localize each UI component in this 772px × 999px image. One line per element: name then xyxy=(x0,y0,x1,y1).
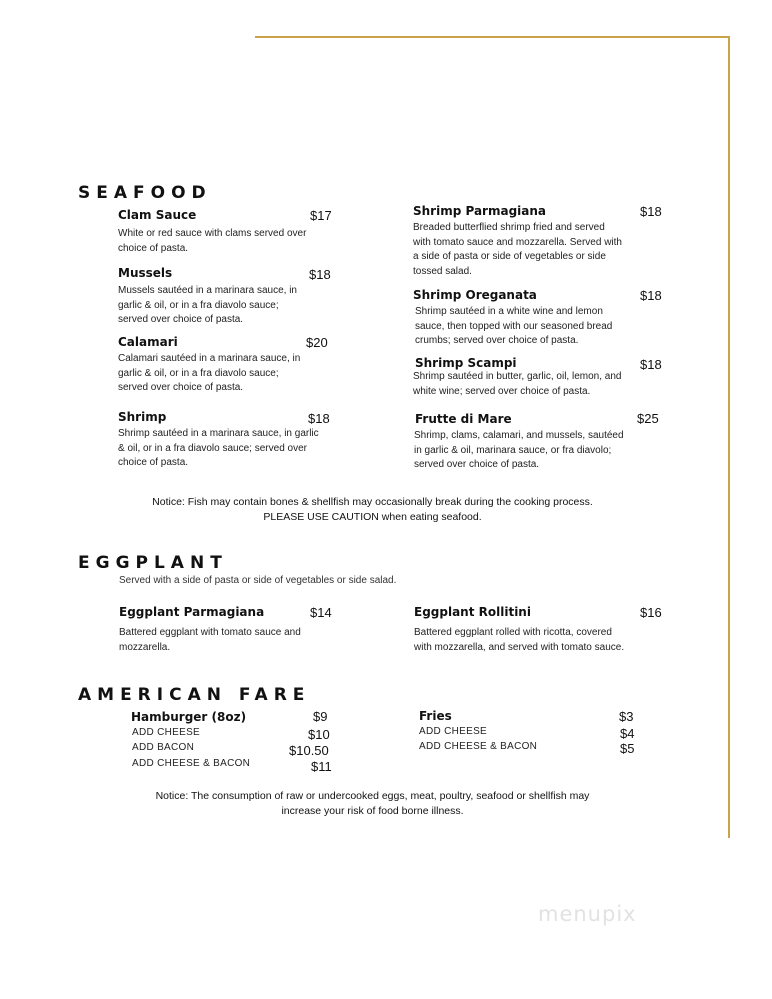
frame-top-border xyxy=(255,36,730,38)
item-name: Frutte di Mare xyxy=(415,412,512,426)
item-name: Hamburger (8oz) xyxy=(131,710,247,724)
addon-price: $4 xyxy=(620,726,635,741)
item-price: $18 xyxy=(308,411,330,426)
section-title-eggplant: EGGPLANT xyxy=(78,553,228,573)
item-name: Mussels xyxy=(118,266,173,280)
item-price: $25 xyxy=(637,411,659,426)
item-price: $20 xyxy=(306,335,328,350)
section-title-seafood: SEAFOOD xyxy=(78,183,212,203)
addon-label: ADD CHEESE xyxy=(132,727,201,738)
addon-label: ADD CHEESE xyxy=(419,726,488,737)
item-description: Battered eggplant with tomato sauce and mozzarella. xyxy=(119,627,301,653)
addon-price: $10.50 xyxy=(289,743,329,758)
item-price: $18 xyxy=(640,357,662,372)
addon-label: ADD CHEESE & BACON xyxy=(419,741,538,752)
notice-line: increase your risk of food borne illness. xyxy=(281,805,464,817)
item-name: Fries xyxy=(419,709,452,723)
addon-price: $10 xyxy=(308,727,330,742)
item-price: $18 xyxy=(309,267,331,282)
item-name: Calamari xyxy=(118,335,178,349)
item-description: Shrimp sautéed in butter, garlic, oil, lemon, and white wine; served over choice of pasta. xyxy=(413,371,622,397)
food-safety-notice xyxy=(100,789,645,819)
item-description: Shrimp, clams, calamari, and mussels, sautéed in garlic & oil, marinara sauce, or fra diavolo; served over choice of pasta. xyxy=(414,430,624,470)
item-description: Shrimp sautéed in a marinara sauce, in garlic & oil, or in a fra diavolo sauce; served over choice of pasta. xyxy=(118,428,319,468)
item-name: Eggplant Parmagiana xyxy=(119,605,265,619)
item-name: Shrimp xyxy=(118,410,167,424)
item-description: Mussels sautéed in a marinara sauce, in garlic & oil, or in a fra diavolo sauce; served over choice of pasta. xyxy=(118,285,297,325)
addon-label: ADD BACON xyxy=(132,742,195,753)
notice-line: PLEASE USE CAUTION when eating seafood. xyxy=(263,511,482,523)
frame-right-border xyxy=(728,36,730,838)
item-price: $9 xyxy=(313,709,328,724)
item-name: Clam Sauce xyxy=(118,208,197,222)
item-price: $18 xyxy=(640,204,662,219)
section-title-american-fare: AMERICAN FARE xyxy=(78,685,311,705)
addon-price: $11 xyxy=(311,759,332,774)
item-description: Calamari sautéed in a marinara sauce, in garlic & oil, or in a fra diavolo sauce; served over choice of pasta. xyxy=(118,353,301,393)
item-description: Shrimp sautéed in a white wine and lemon sauce, then topped with our seasoned bread crumbs; served over choice of pasta. xyxy=(415,306,613,346)
item-name: Eggplant Rollitini xyxy=(414,605,531,619)
item-name: Shrimp Scampi xyxy=(415,356,517,370)
item-price: $18 xyxy=(640,288,662,303)
notice-line: Notice: Fish may contain bones & shellfish may occasionally break during the cooking process. xyxy=(152,496,593,508)
item-price: $17 xyxy=(310,208,332,223)
addon-label: ADD CHEESE & BACON xyxy=(132,758,251,769)
item-price: $3 xyxy=(619,709,634,724)
item-price: $16 xyxy=(640,605,662,620)
notice-line: Notice: The consumption of raw or undercooked eggs, meat, poultry, seafood or shellfish may xyxy=(155,790,590,802)
item-description: Breaded butterflied shrimp fried and served with tomato sauce and mozzarella. Served with a side of pasta or side of vegetables or side tossed salad. xyxy=(413,222,622,277)
item-name: Shrimp Oreganata xyxy=(413,288,537,302)
item-description: White or red sauce with clams served over choice of pasta. xyxy=(118,228,307,254)
item-name: Shrimp Parmagiana xyxy=(413,204,547,218)
item-description: Battered eggplant rolled with ricotta, covered with mozzarella, and served with tomato sauce. xyxy=(414,627,625,653)
addon-price: $5 xyxy=(620,741,635,756)
seafood-notice xyxy=(100,495,645,525)
item-price: $14 xyxy=(310,605,332,620)
menupix-watermark: menupix xyxy=(538,902,637,926)
section-subtitle: Served with a side of pasta or side of vegetables or side salad. xyxy=(119,575,397,586)
